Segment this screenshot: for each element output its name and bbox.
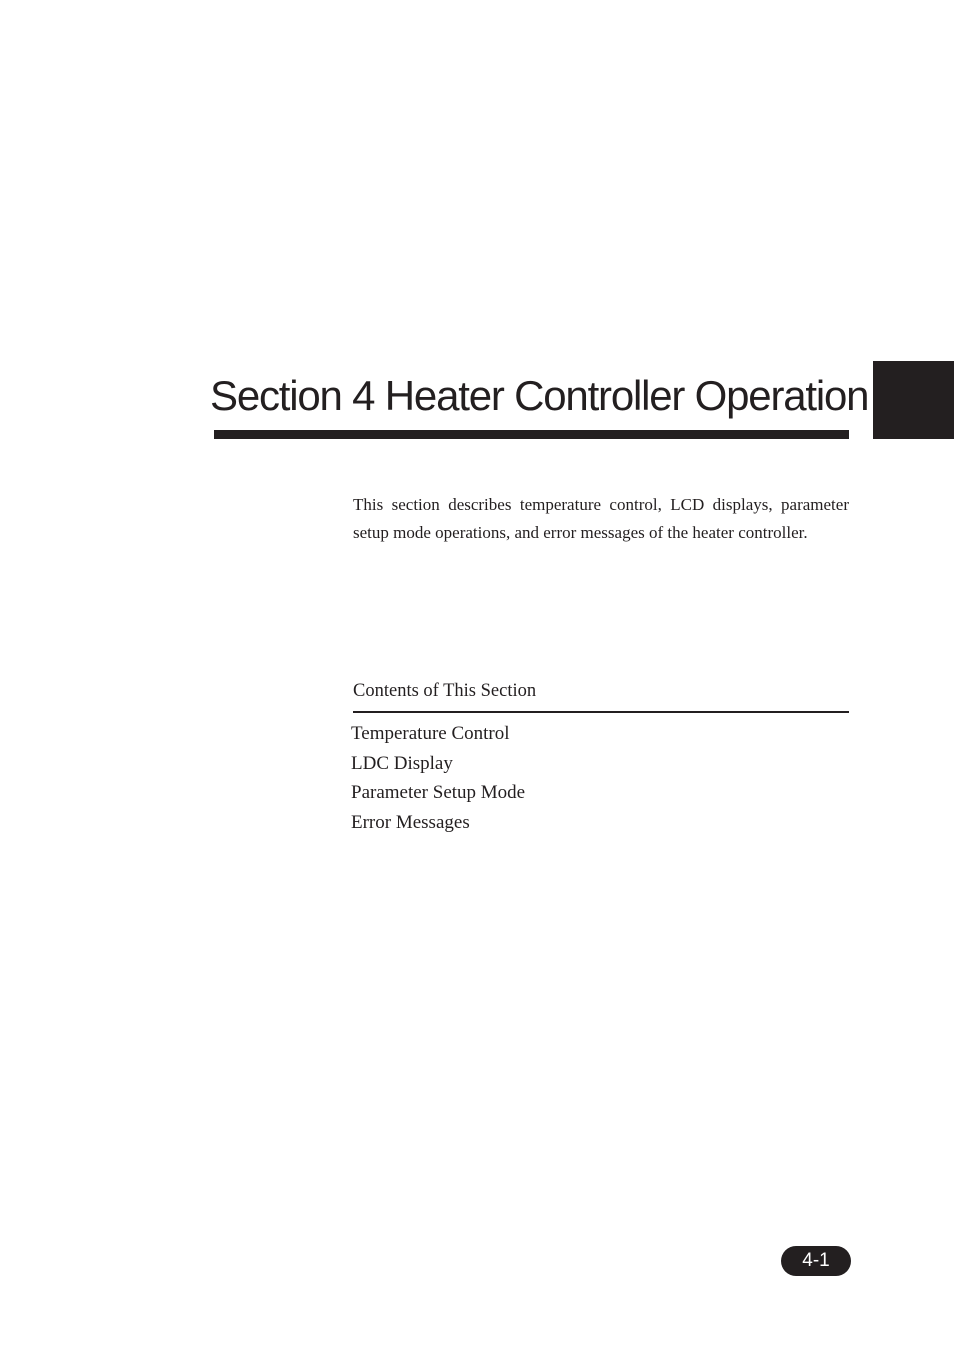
contents-item-error-messages: Error Messages (351, 812, 470, 834)
contents-item-temperature-control: Temperature Control (351, 723, 510, 744)
contents-rule (353, 711, 849, 713)
section-title: Section 4 Heater Controller Operation (210, 372, 869, 419)
section-intro: This section describes temperature control, LCD displays, parameter setup mode operations, and error messages of the heater controller. (353, 495, 849, 542)
contents-item-parameter-setup-mode: Parameter Setup Mode (351, 782, 526, 804)
page-number-badge: 4-1 (781, 1246, 851, 1276)
section-thumb-tab (873, 361, 954, 439)
contents-heading: Contents of This Section (353, 681, 537, 701)
contents-list (351, 719, 525, 838)
contents-item-ldc-display: LDC Display (351, 752, 453, 774)
title-rule (214, 430, 849, 439)
